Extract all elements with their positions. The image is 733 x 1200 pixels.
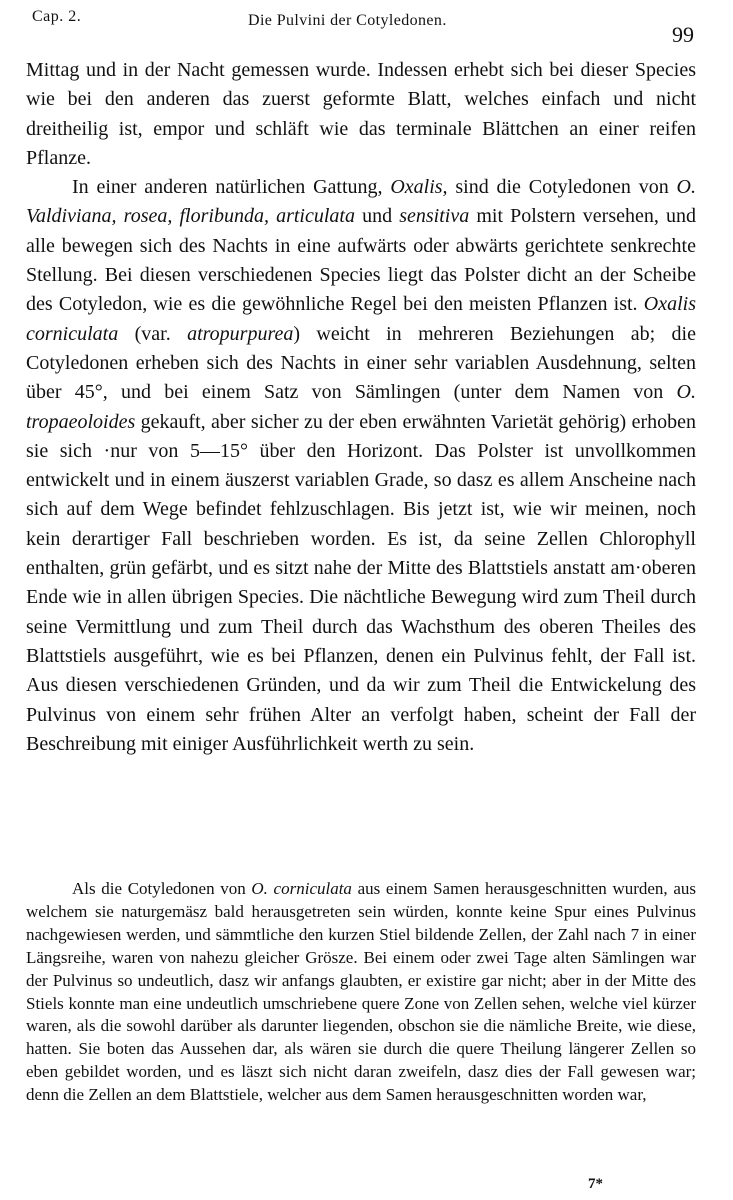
text-segment: (var. <box>118 322 188 345</box>
chapter-label: Cap. 2. <box>32 8 82 25</box>
paragraph-continuation: Mittag und in der Nacht gemessen wurde. Indessen erhebt sich bei dieser Species wie bei den anderen das zuerst geformte Blatt, welches einfach und nicht dreitheilig ist, empor und schläft wie das terminale Blättchen an einer reifen Pflanze. <box>26 59 696 169</box>
page-header <box>0 0 733 50</box>
paragraph-oxalis <box>26 173 696 759</box>
text-segment: sind die Cotyledonen von <box>447 176 677 199</box>
paragraph-small <box>26 878 696 1107</box>
text-segment: Als die Cotyledonen von <box>72 879 252 898</box>
italic-term: atropurpurea <box>187 322 294 345</box>
italic-term: O. Valdiviana, rosea, floribunda, articulata <box>26 176 696 228</box>
text-segment: ) weicht in mehreren Beziehungen ab; die Cotyledonen erheben sich des Nachts in einer sehr variablen Ausdehnung, selten über 45°, und bei einem Satz von Sämlingen (unter dem Namen von <box>26 322 696 404</box>
italic-term: O. corniculata <box>251 879 352 898</box>
page-number: 99 <box>672 22 694 47</box>
text-segment: und <box>354 205 400 228</box>
text-segment: mit Polstern versehen, und alle bewegen sich des Nachts in eine aufwärts oder abwärts gerichtete senkrechte Stellung. Bei diesen verschiedenen Species liegt das Polster dicht an der Scheibe des Cotyledon, wie es die gewöhnliche Regel bei den meisten Pflanzen ist. <box>26 205 696 316</box>
signature-mark: 7* <box>588 1176 603 1192</box>
text-segment: aus einem Samen herausgeschnitten wurden, aus welchem sie naturgemäsz bald herausgetreten sein würden, konnte keine Spur eines Pulvinus nachgewiesen werden, und sämmtliche den kurzen Stiel bildende Zellen, der Zahl nach 7 in einer Längsreihe, waren von nahezu gleicher Grösze. Bei einem oder zwei Tage alten Sämlingen war der Pulvinus so undeutlich, dasz wir anfangs glaubten, er existire gar nicht; aber in der Mitte des Stiels konnte man eine undeutlich umschriebene quere Zone von Zellen sehen, welche viel kürzer waren, als die sowohl darüber als darunter liegenden, obschon sie die nämliche Breite, wie diese, hatten. Sie boten das Aussehen dar, als wären sie durch die quere Theilung längerer Zellen so eben gebildet worden, und es läszt sich nicht daran zweifeln, dasz dies der Fall gewesen war; denn die Zellen an dem Blattstiele, welcher aus dem Samen herausgeschnitten worden war, <box>26 879 696 1105</box>
text-segment: gekauft, aber sicher zu der eben erwähnten Varietät gehörig) erhoben sie sich ·nur von 5—15° über den Horizont. Das Polster ist unvollkommen entwickelt und in einem äuszerst variablen Grade, so dasz es allem Anscheine nach sich auf dem Wege befindet fehlzuschlagen. Bis jetzt ist, wie wir meinen, noch kein derartiger Fall beschrieben worden. Es ist, da seine Zellen Chlorophyll enthalten, grün gefärbt, und es sitzt nahe der Mitte des Blattstiels anstatt am·oberen Ende wie in allen übrigen Species. Die nächtliche Bewegung wird zum Theil durch seine Vermittlung und zum Theil durch das Wachsthum des oberen Theiles des Blattstiels ausgeführt, wie es bei Pflanzen, denen ein Pulvinus fehlt, der Fall ist. Aus diesen verschiedenen Gründen, und da wir zum Theil die Entwickelung des Pulvinus von einem sehr frühen Alter an verfolgt haben, scheint der Fall der Beschreibung mit einiger Ausführlichkeit werth zu sein. <box>26 410 696 755</box>
italic-term: Oxalis, <box>390 176 448 199</box>
italic-term: Oxalis corniculata <box>26 293 696 345</box>
italic-term: O. tropaeoloides <box>26 381 696 433</box>
running-title: Die Pulvini der Cotyledonen. <box>248 12 447 29</box>
text-segment: In einer anderen natürlichen Gattung, <box>72 176 391 199</box>
main-text <box>26 56 696 759</box>
italic-term: sensitiva <box>399 205 470 228</box>
small-print-text <box>26 878 696 1107</box>
